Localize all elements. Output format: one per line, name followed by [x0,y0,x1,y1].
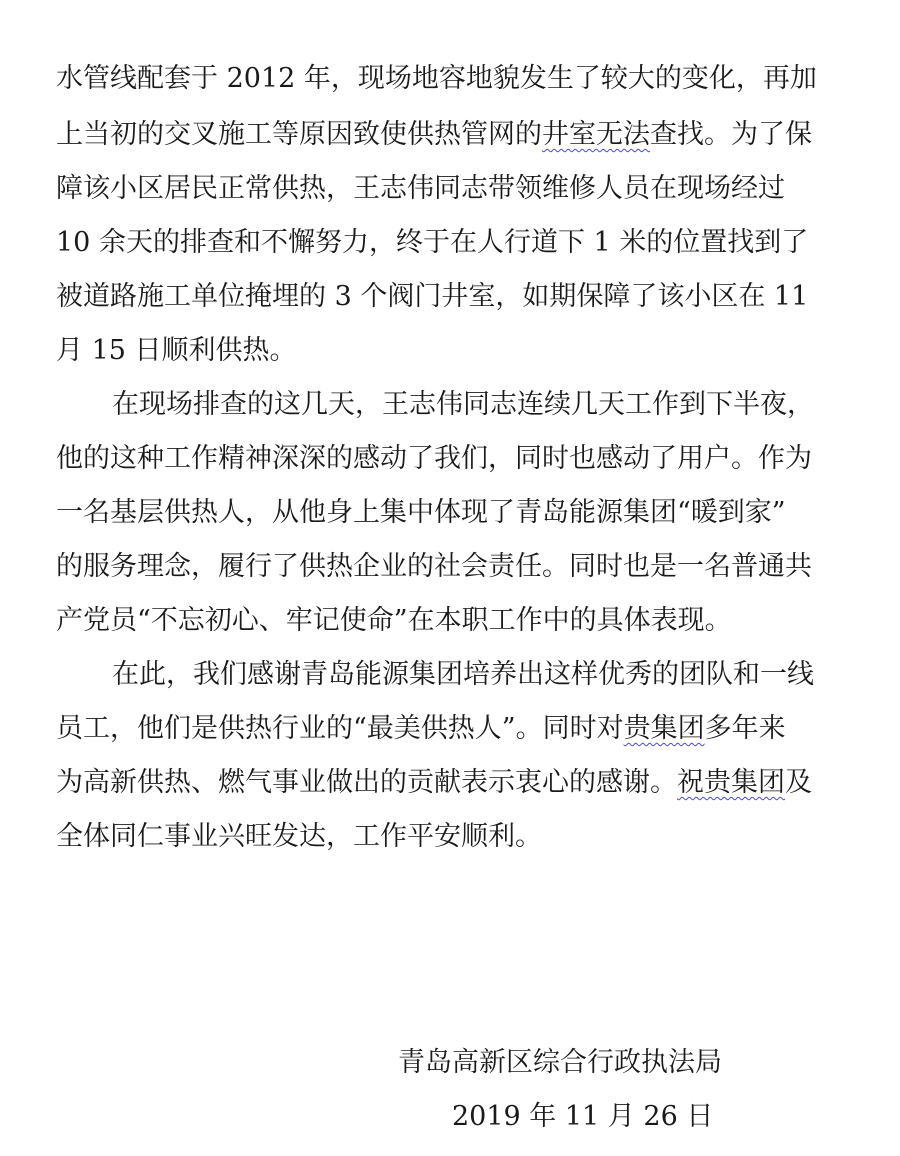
paragraph-3-line-1: 在此，我们感谢青岛能源集团培养出这样优秀的团队和一线 [112,659,814,690]
signature-organization: 青岛高新区综合行政执法局 [398,1047,722,1078]
paragraph-2-line-5: 产党员“不忘初心、牢记使命”在本职工作中的具体表现。 [56,605,732,636]
text-segment: 及 [785,767,812,798]
paragraph-1-line-1: 水管线配套于 2012 年，现场地容地貌发生了较大的变化，再加 [56,63,817,94]
paragraph-1-line-2 [56,118,812,152]
text-segment: 上当初的交叉施工等原因致使供热管网的 [56,119,542,150]
paragraph-2-line-3: 一名基层供热人，从他身上集中体现了青岛能源集团“暖到家” [56,497,786,528]
text-segment: 查找。为了保 [650,119,812,150]
text-segment: 多年来 [704,713,786,744]
text-segment: 员工，他们是供热行业的“最美供热人”。同时对 [56,713,624,744]
paragraph-1-line-5: 被道路施工单位掩埋的 3 个阀门井室，如期保障了该小区在 11 [56,281,809,312]
paragraph-1-line-6: 月 15 日顺利供热。 [56,335,297,366]
text-segment: 为高新供热、燃气事业做出的贡献表示衷心的感谢。 [56,767,677,798]
paragraph-2-line-4: 的服务理念，履行了供热企业的社会责任。同时也是一名普通共 [56,551,812,582]
paragraph-2-line-1: 在现场排查的这几天，王志伟同志连续几天工作到下半夜， [112,389,814,420]
spellcheck-marked-text: 井室无法 [542,119,650,150]
spellcheck-marked-text: 祝贵集团 [677,767,785,798]
paragraph-1-line-4: 10 余天的排查和不懈努力，终于在人行道下 1 米的位置找到了 [56,227,809,258]
paragraph-2-line-2: 他的这种工作精神深深的感动了我们，同时也感动了用户。作为 [56,443,812,474]
paragraph-3-line-4: 全体同仁事业兴旺发达，工作平安顺利。 [56,821,542,852]
paragraph-1-line-3: 障该小区居民正常供热，王志伟同志带领维修人员在现场经过 [56,173,785,204]
paragraph-3-line-2 [56,712,786,746]
spellcheck-marked-text: 贵集团 [623,713,705,744]
paragraph-3-line-3 [56,766,812,800]
signature-date: 2019 年 11 月 26 日 [452,1101,714,1132]
